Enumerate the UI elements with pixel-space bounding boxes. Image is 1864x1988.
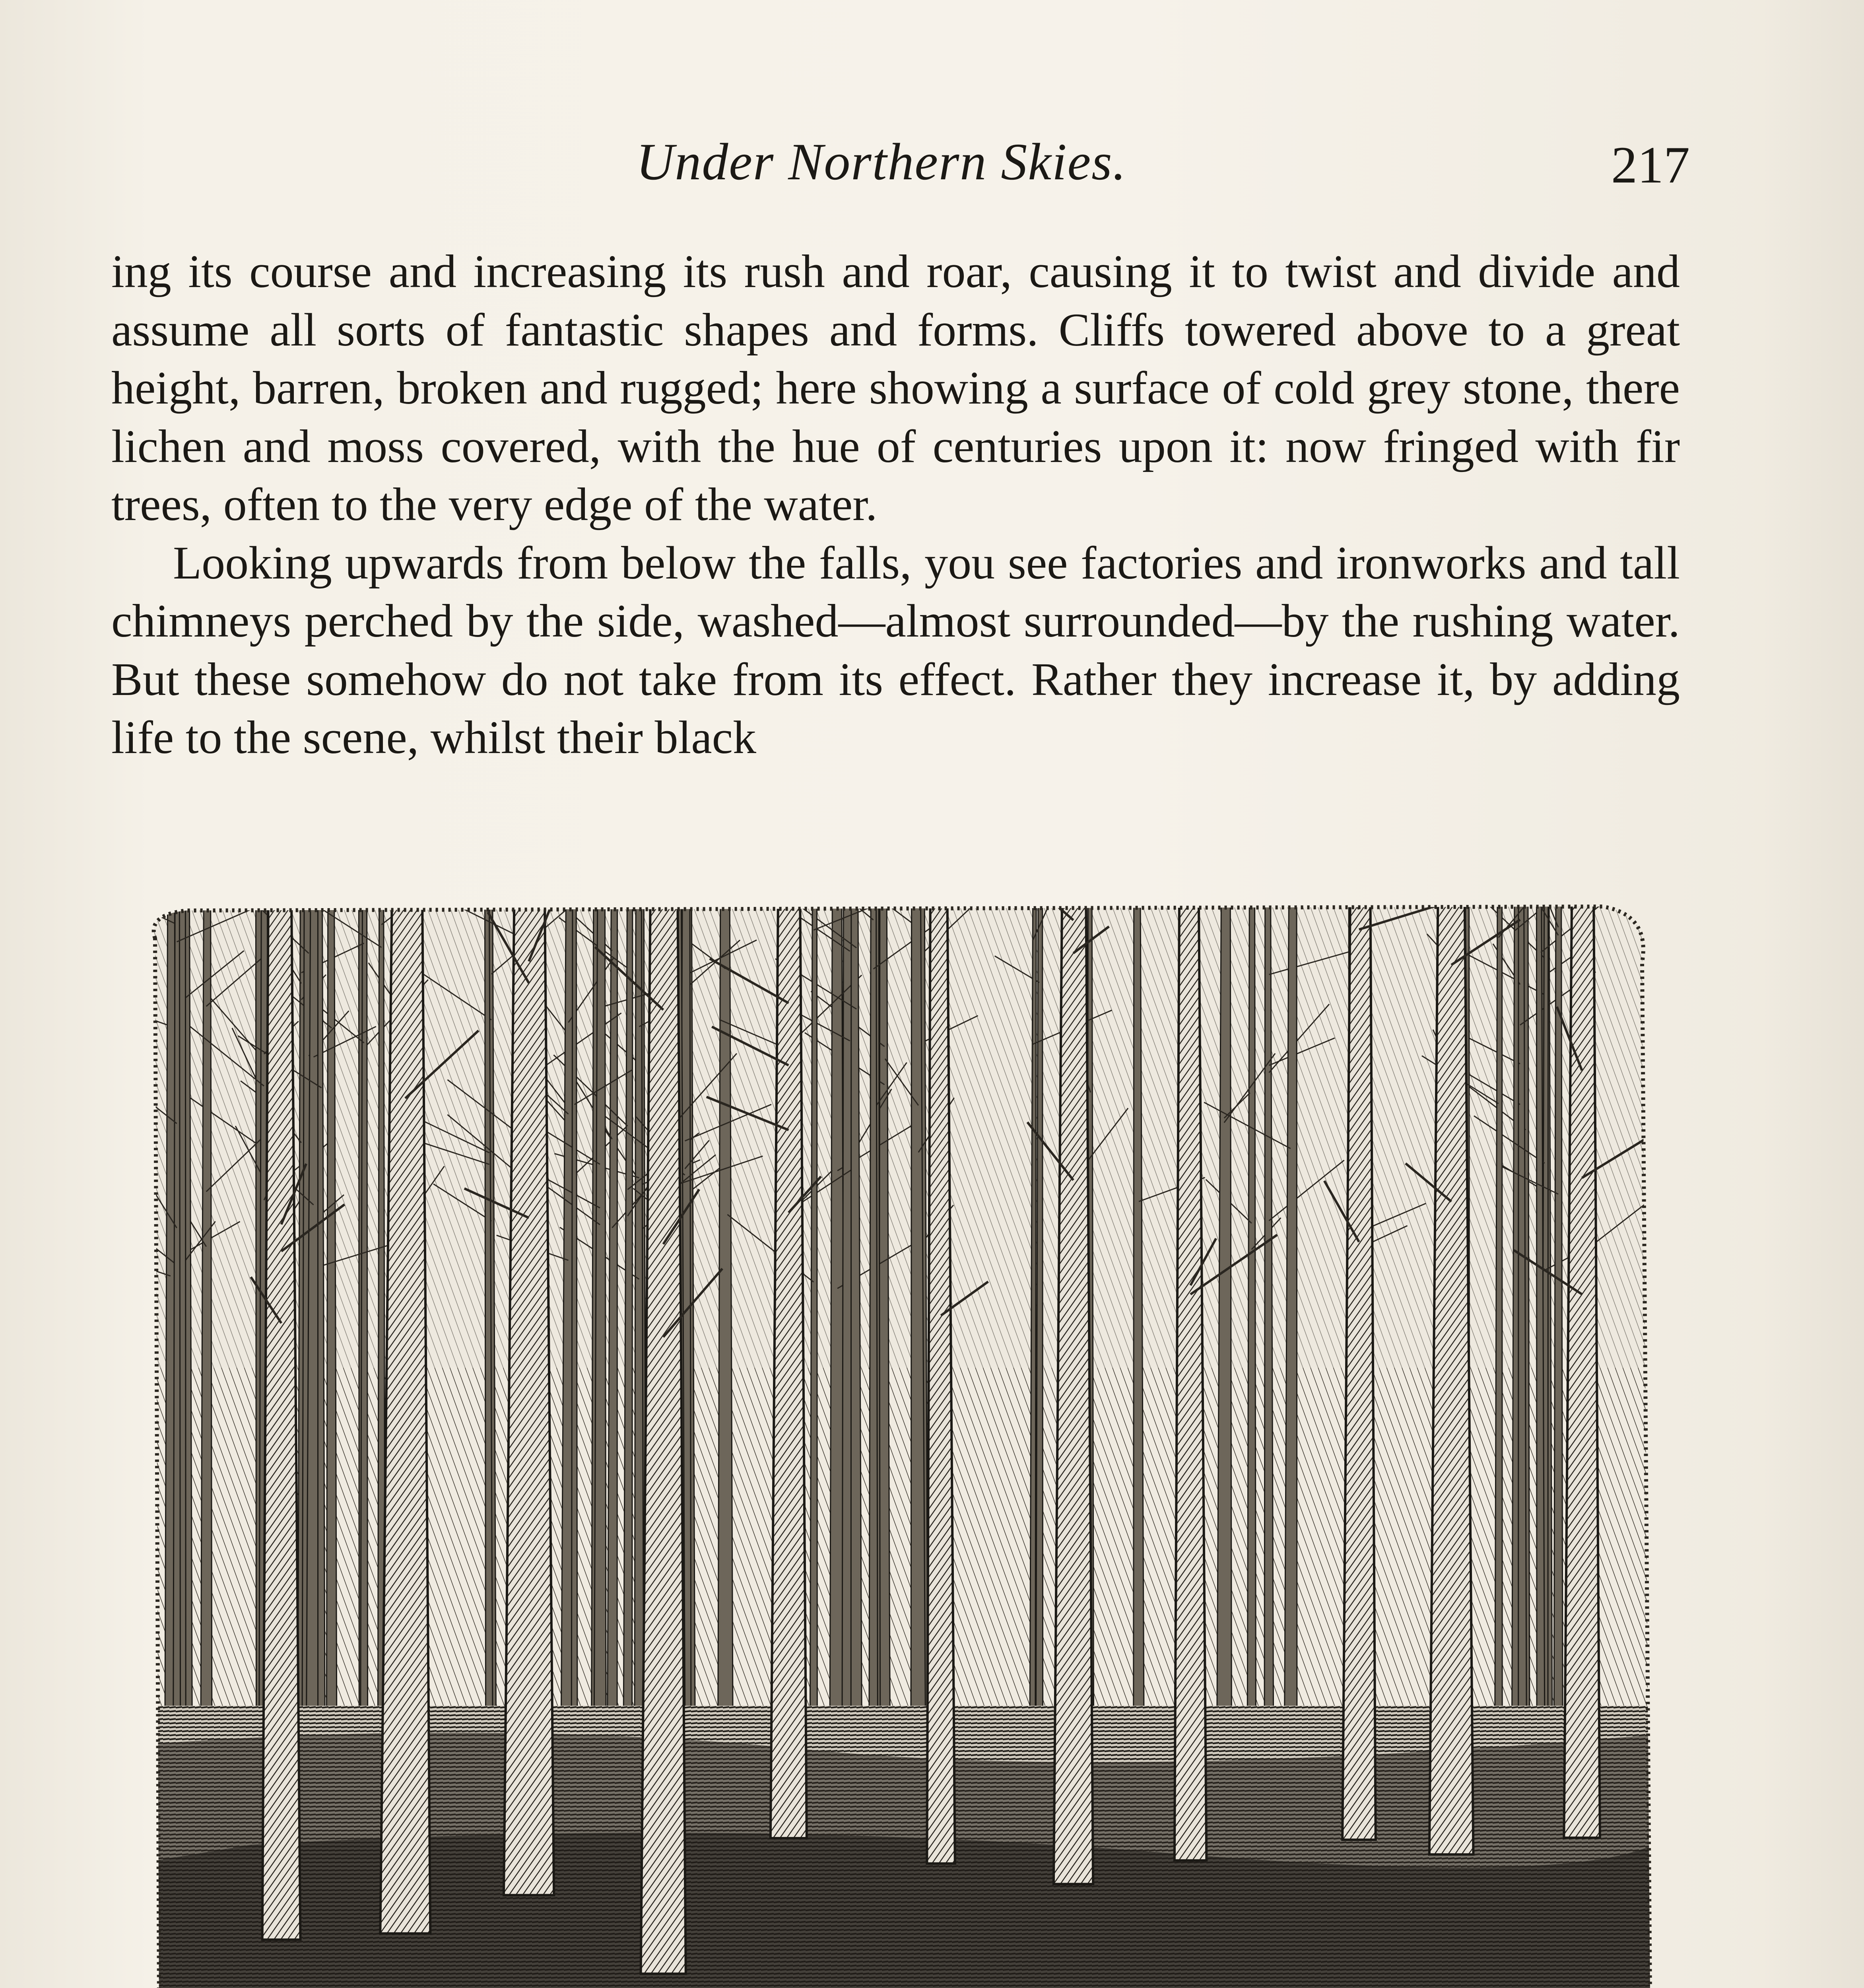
background-tree bbox=[869, 891, 878, 1773]
background-tree bbox=[571, 891, 577, 1790]
forest-engraving bbox=[131, 891, 1666, 1988]
tree-branch bbox=[243, 891, 322, 907]
background-tree bbox=[1554, 891, 1563, 1788]
tree-branch bbox=[484, 891, 526, 893]
background-tree bbox=[1247, 891, 1256, 1794]
forest-illustration bbox=[131, 891, 1666, 1988]
tree-branch bbox=[146, 891, 180, 911]
body-text-top bbox=[111, 243, 1680, 767]
background-tree bbox=[173, 891, 180, 1792]
tree-branch bbox=[1545, 891, 1577, 894]
running-head: Under Northern Skies. bbox=[636, 132, 1127, 191]
tree-branch bbox=[685, 891, 727, 906]
tree-branch bbox=[356, 891, 411, 903]
tree-branch bbox=[784, 891, 853, 893]
paragraph: ing its course and increasing its rush and roar, causing it to twist and divide and assume all sorts of fantastic shapes and forms. Cliffs towered above to a great height, barren, broken and rugged; here showing a surface of cold grey stone, there lichen and moss covered, with the hue of centuries upon it: now fringed with fir trees, often to the very edge of the water. bbox=[111, 245, 1680, 530]
foreground-tree bbox=[771, 891, 807, 1838]
foreground-tree bbox=[1429, 891, 1474, 1854]
paragraph: Looking upwards from below the falls, you see factories and ironworks and tall chimneys perched by the side, washed—almost surrounded—by the rushing water. But these somehow do not take from its effect. Rather they increase it, by adding life to the scene, whilst their black bbox=[111, 536, 1680, 763]
page-header bbox=[111, 127, 1690, 207]
page-number: 217 bbox=[1611, 136, 1690, 194]
show-through-shading bbox=[1761, 0, 1864, 1988]
tree-branch bbox=[805, 891, 876, 894]
